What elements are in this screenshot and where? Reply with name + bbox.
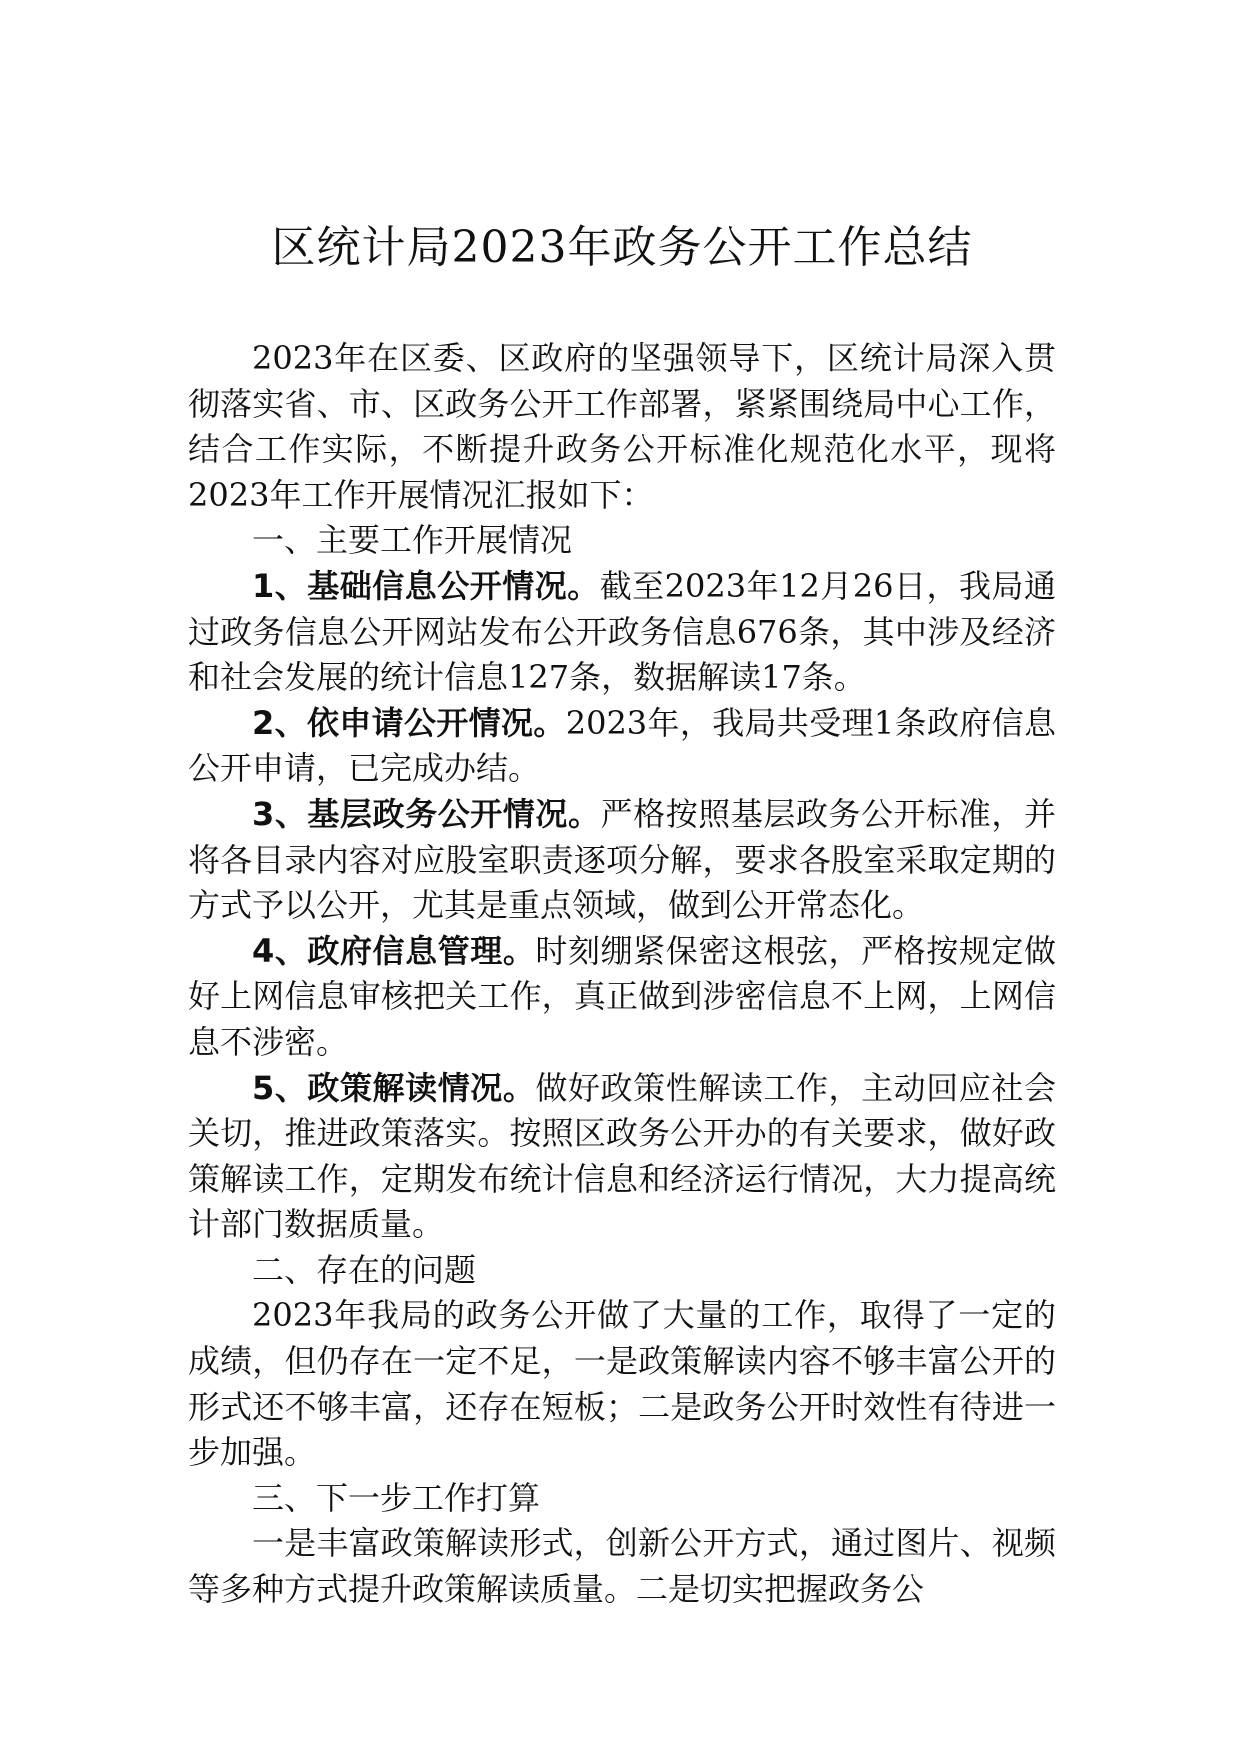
item-text: 严格按照基层政务公开标准，并将各目录内容对应股室职责逐项分解，要求各股室采取定期的方式予以公开，尤其是重点领域，做到公开常态化。 bbox=[188, 794, 1056, 925]
item-policy-interpretation bbox=[188, 1066, 1056, 1248]
item-lead: 3、基层政务公开情况。 bbox=[252, 794, 601, 833]
item-basic-info-disclosure bbox=[188, 564, 1056, 701]
section-heading-main-work bbox=[188, 518, 1056, 564]
next-steps-paragraph bbox=[188, 1521, 1056, 1612]
item-text: 做好政策性解读工作，主动回应社会关切，推进政策落实。按照区政务公开办的有关要求，做好政策解读工作，定期发布统计信息和经济运行情况，大力提高统计部门数据质量。 bbox=[188, 1068, 1056, 1244]
section-heading-problems bbox=[188, 1248, 1056, 1294]
section-heading-text: 一、主要工作开展情况 bbox=[252, 521, 573, 560]
section-heading-text: 三、下一步工作打算 bbox=[252, 1478, 541, 1517]
paragraph-text: 一是丰富政策解读形式，创新公开方式，通过图片、视频等多种方式提升政策解读质量。二是切实把握政务公 bbox=[188, 1524, 1056, 1609]
section-heading-next-steps bbox=[188, 1476, 1056, 1522]
item-lead: 2、依申请公开情况。 bbox=[252, 703, 566, 742]
section-heading-text: 二、存在的问题 bbox=[252, 1250, 477, 1289]
intro-paragraph bbox=[188, 336, 1056, 518]
item-text: 时刻绷紧保密这根弦，严格按规定做好上网信息审核把关工作，真正做到涉密信息不上网，上网信息不涉密。 bbox=[188, 931, 1056, 1061]
item-application-disclosure bbox=[188, 701, 1056, 792]
document-title: 区统计局2023年政务公开工作总结 bbox=[271, 222, 973, 273]
item-lead: 5、政策解读情况。 bbox=[252, 1068, 536, 1107]
paragraph-text: 2023年我局的政务公开做了大量的工作，取得了一定的成绩，但仍存在一定不足，一是政策解读内容不够丰富公开的形式还不够丰富，还存在短板；二是政务公开时效性有待进一步加强。 bbox=[188, 1296, 1056, 1472]
document-body bbox=[188, 336, 1056, 1613]
problems-paragraph bbox=[188, 1293, 1056, 1475]
item-lead: 1、基础信息公开情况。 bbox=[252, 566, 600, 605]
item-text: 截至2023年12月26日，我局通过政务信息公开网站发布公开政务信息676条，其中涉及经济和社会发展的统计信息127条，数据解读17条。 bbox=[188, 566, 1056, 697]
item-info-management bbox=[188, 929, 1056, 1066]
item-lead: 4、政府信息管理。 bbox=[252, 931, 536, 970]
item-text: 2023年，我局共受理1条政府信息公开申请，已完成办结。 bbox=[188, 703, 1056, 788]
paragraph-text: 2023年在区委、区政府的坚强领导下，区统计局深入贯彻落实省、市、区政务公开工作部署，紧紧围绕局中心工作，结合工作实际，不断提升政务公开标准化规范化水平，现将2023年工作开展情况汇报如下： bbox=[188, 339, 1056, 514]
item-grassroots-disclosure bbox=[188, 792, 1056, 929]
